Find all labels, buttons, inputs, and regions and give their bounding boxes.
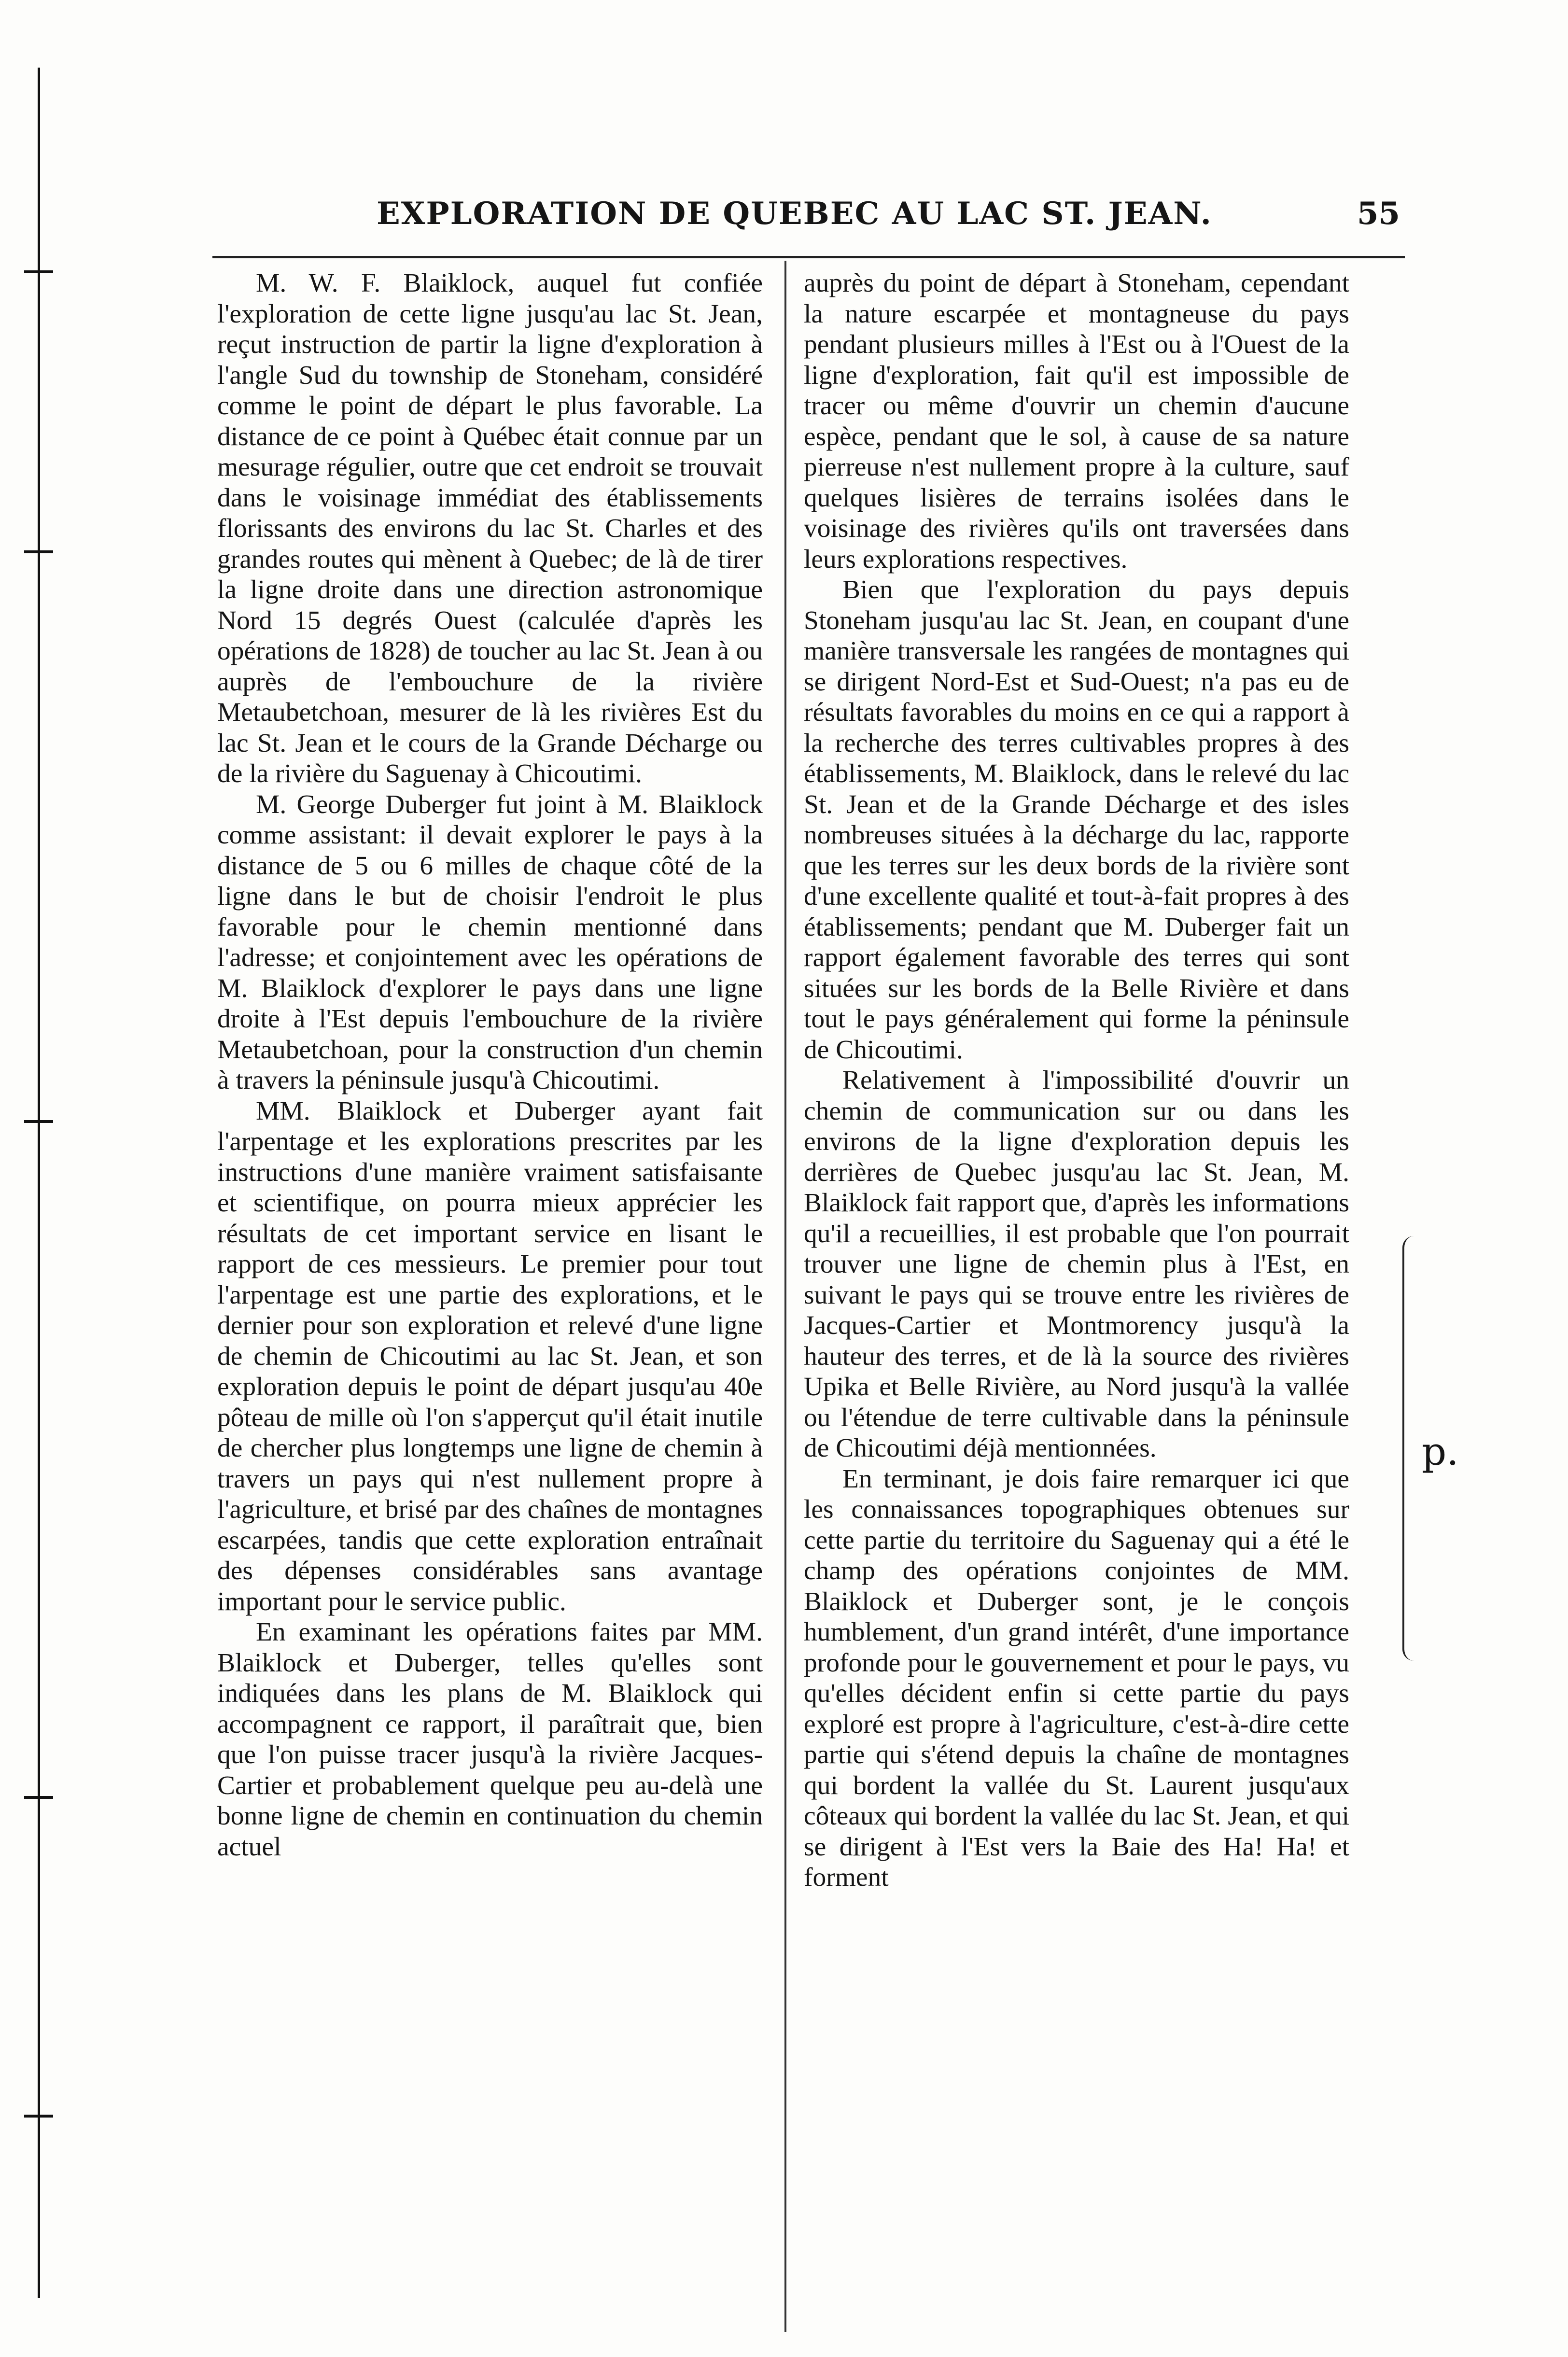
margin-mark: p. — [1422, 1429, 1459, 1474]
paragraph: M. George Duberger fut joint à M. Blaiklock comme assistant: il devait explorer le pays à la distance de 5 ou 6 milles de chaque côté de la ligne dans le but de choisir l'endroit le plus favorable pour le chemin mentionné dans l'adresse; et conjointement avec les opérations de M. Blaiklock d'explorer le pays dans une ligne droite à l'Est depuis l'embouchure de la rivière Metaubetchoan, pour la construction d'un chemin à travers la péninsule jusqu'à Chicoutimi. — [217, 789, 763, 1095]
binding-edge — [19, 68, 58, 2298]
paragraph: MM. Blaiklock et Duberger ayant fait l'arpentage et les explorations prescrites par les instructions d'une manière vraiment satisfaisante et scientifique, on pourra mieux apprécier les résultats de cet important service en lisant le rapport de ces messieurs. Le premier pour tout l'arpentage est une partie des explorations, et le dernier pour son exploration et relevé d'une ligne de chemin de Chicoutimi au lac St. Jean, et son exploration depuis le point de départ jusqu'au 40e pôteau de mille où l'on s'apperçut qu'il était inutile de chercher plus longtemps une ligne de chemin à travers un pays qui n'est nullement propre à l'agriculture, et brisé par des chaînes de montagnes escarpées, tandis que cette exploration entraînait des dépenses considérables sans avantage important pour le service public. — [217, 1096, 763, 1616]
handwritten-margin-note — [1402, 1236, 1480, 1815]
page-header — [377, 196, 1400, 249]
paragraph: M. W. F. Blaiklock, auquel fut confiée l'exploration de cette ligne jusqu'au lac St. Jean, reçut instruction de partir la ligne d'exploration à l'angle Sud du township de Stoneham, considéré comme le point de départ le plus favorable. La distance de ce point à Québec était connue par un mesurage régulier, outre que cet endroit se trouvait dans le voisinage immédiat des établissements florissants des environs du lac St. Charles et des grandes routes qui mènent à Quebec; de là de tirer la ligne droite dans une direction astronomique Nord 15 degrés Ouest (calculée d'après les opérations de 1828) de toucher au lac St. Jean à ou auprès de l'embouchure de la rivière Metaubetchoan, mesurer de là les rivières Est du lac St. Jean et le cours de la Grande Décharge ou de la rivière du Saguenay à Chicoutimi. — [217, 268, 763, 788]
binding-tick — [24, 270, 53, 273]
running-title: EXPLORATION DE QUEBEC AU LAC ST. JEAN. — [377, 196, 1212, 232]
paragraph: En examinant les opérations faites par MM. Blaiklock et Duberger, telles qu'elles sont indiquées dans les plans de M. Blaiklock qui accompagnent ce rapport, il paraîtrait que, bien que l'on puisse tracer jusqu'à la rivière Jacques-Cartier et probablement quelque peu au-delà une bonne ligne de chemin en continuation du chemin actuel — [217, 1617, 763, 1862]
right-column — [804, 268, 1349, 1893]
paragraph: Bien que l'exploration du pays depuis Stoneham jusqu'au lac St. Jean, en coupant d'une manière transversale les rangées de montagnes qui se dirigent Nord-Est et Sud-Ouest; n'a pas eu de résultats favorables du moins en ce qui a rapport à la recherche des terres cultivables propres à des établissements, M. Blaiklock, dans le relevé du lac St. Jean et de la Grande Décharge et des isles nombreuses situées à la décharge du lac, rapporte que les terres sur les deux bords de la rivière sont d'une excellente qualité et tout-à-fait propres à des établissements; pendant que M. Duberger fait un rapport également favorable des terres qui sont situées sur les bords de la Belle Rivière et dans tout le pays généralement qui forme la péninsule de Chicoutimi. — [804, 575, 1349, 1065]
binding-tick — [24, 1120, 53, 1123]
left-column — [217, 268, 763, 1862]
binding-tick — [24, 2115, 53, 2118]
binding-tick — [24, 1796, 53, 1799]
binding-tick — [24, 550, 53, 553]
margin-bracket — [1402, 1236, 1414, 1661]
page-number: 55 — [1357, 196, 1400, 232]
header-rule — [212, 256, 1405, 258]
paragraph: En terminant, je dois faire remarquer ici que les connaissances topographiques obtenues sur cette partie du territoire du Saguenay qui a été le champ des opérations conjointes de MM. Blaiklock et Duberger sont, je le conçois humblement, d'un grand intérêt, d'une importance profonde pour le gouvernement et pour le pays, vu qu'elles décident enfin si cette partie du pays exploré est propre à l'agriculture, c'est-à-dire cette partie qui s'étend depuis la chaîne de montagnes qui bordent la vallée du St. Laurent jusqu'aux côteaux qui bordent la vallée du lac St. Jean, et qui se dirigent à l'Est vers la Baie des Ha! Ha! et forment — [804, 1464, 1349, 1892]
paragraph-continuation: auprès du point de départ à Stoneham, cependant la nature escarpée et montagneuse du pays pendant plusieurs milles à l'Est ou à l'Ouest de la ligne d'exploration, fait qu'il est impossible de tracer ou même d'ouvrir un chemin d'aucune espèce, pendant que le sol, à cause de sa nature pierreuse n'est nullement propre à la culture, sauf quelques lisières de terrains isolées dans le voisinage des rivières qu'ils ont traversées dans leurs explorations respectives. — [804, 268, 1349, 574]
binding-line — [38, 68, 40, 2298]
paragraph: Relativement à l'impossibilité d'ouvrir un chemin de communication sur ou dans les environs de la ligne d'exploration depuis les derrières de Quebec jusqu'au lac St. Jean, M. Blaiklock fait rapport que, d'après les informations qu'il a recueillies, il est probable que l'on pourrait trouver une ligne de chemin plus à l'Est, en suivant le pays qui se trouve entre les rivières de Jacques-Cartier et Montmorency jusqu'à la hauteur des terres, et de là la source des rivières Upika et Belle Rivière, au Nord jusqu'à la vallée ou l'étendue de terre cultivable dans la péninsule de Chicoutimi déjà mentionnées. — [804, 1066, 1349, 1463]
column-divider — [784, 261, 786, 2332]
